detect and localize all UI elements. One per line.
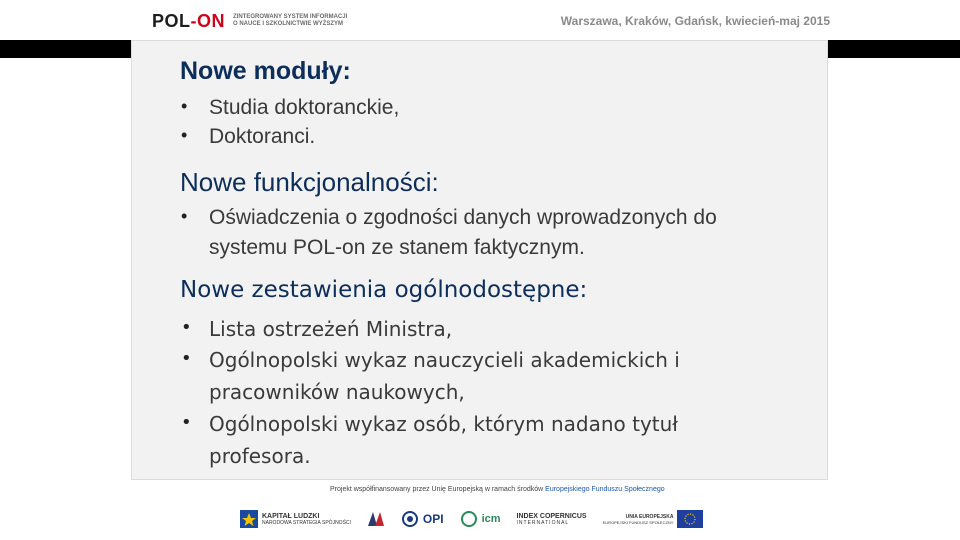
list-item: • Ogólnopolski wykaz nauczycieli akademickich i (181, 348, 680, 372)
header (0, 0, 960, 40)
heading-new-functionality: Nowe funkcjonalności: (180, 167, 439, 197)
pol-on-logo (152, 10, 348, 32)
content-panel (131, 40, 828, 480)
icm-logo: icm (460, 510, 501, 528)
bullet-icon: • (181, 96, 188, 116)
list-item-continuation: profesora. (209, 444, 311, 468)
eu-logo: UNIA EUROPEJSKA EUROPEJSKI FUNDUSZ SPOŁECZNY (603, 510, 704, 528)
bullet-icon: • (181, 412, 192, 433)
heading-new-modules: Nowe moduły: (180, 57, 351, 85)
bullet-icon: • (181, 206, 188, 226)
footer-sponsors (152, 484, 770, 536)
kapital-ludzki-logo: KAPITAŁ LUDZKI NARODOWA STRATEGIA SPÓJNOŚCI (240, 510, 351, 528)
star-icon (240, 510, 258, 528)
footer-note: Projekt współfinansowany przez Unię Europejską w ramach środków Europejskiego Funduszu Społecznego (330, 486, 665, 493)
list-item: • Ogólnopolski wykaz osób, którym nadano tytuł (181, 412, 678, 436)
logo-wordmark: POL-ON (152, 10, 226, 31)
ministry-logo (367, 510, 385, 528)
bullet-icon: • (181, 125, 188, 145)
list-item-continuation: systemu POL-on ze stanem faktycznym. (209, 236, 585, 259)
index-copernicus-logo: INDEX COPERNICUS INTERNATIONAL (516, 512, 587, 526)
sponsor-logos (240, 504, 760, 534)
eu-flag-icon (677, 510, 703, 528)
logo-subtitle: ZINTEGROWANY SYSTEM INFORMACJI O NAUCE I SZKOLNICTWIE WYŻSZYM (233, 14, 348, 27)
list-item-continuation: pracowników naukowych, (209, 380, 465, 404)
icm-icon (460, 510, 478, 528)
event-info: Warszawa, Kraków, Gdańsk, kwiecień-maj 2015 (560, 14, 830, 28)
list-item: • Oświadczenia o zgodności danych wprowadzonych do (181, 206, 717, 229)
opi-logo: OPI (401, 510, 444, 528)
bullet-icon: • (181, 317, 192, 338)
ministry-icon (367, 510, 385, 528)
bullet-icon: • (181, 348, 192, 369)
heading-public-reports: Nowe zestawienia ogólnodostępne: (180, 277, 588, 303)
list-item: • Lista ostrzeżeń Ministra, (181, 317, 453, 341)
opi-icon (401, 510, 419, 528)
list-item: • Studia doktoranckie, (181, 96, 400, 119)
list-item: • Doktoranci. (181, 125, 316, 148)
